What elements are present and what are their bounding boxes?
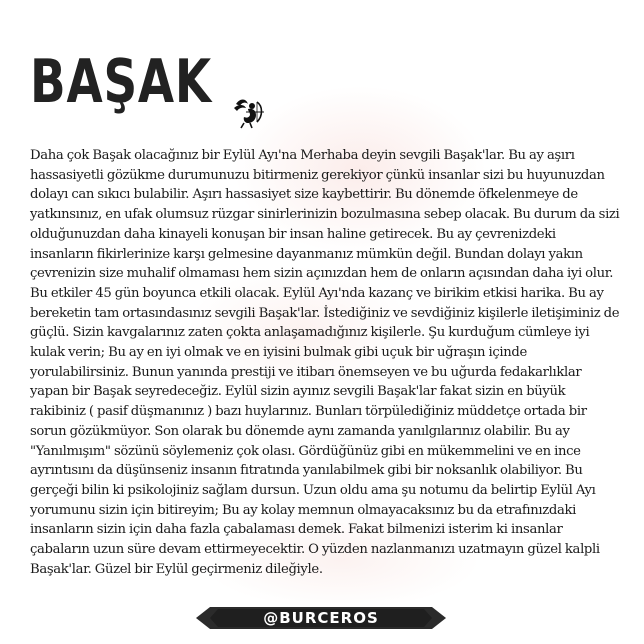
horoscope-text: Daha çok Başak olacağınız bir Eylül Ayı'na Merhaba deyin sevgili Başak'lar. Bu ay aşırı hassasiyetli gözükme durumunuzu bitirmeniz gerekiyor çünkü insanlar sizi bu huyunuzdan dolayı can sıkıcı bulabilir. Aşırı hassasiyet size kaybettirir. Bu dönemde öfkelenmeye de yatkınsınız, en ufak olumsuz rüzgar sinirlerinizin bozulmasına sebep olacak. Bu durum da sizi olduğunuzdan daha kinayeli konuşan bir insan haline getirecek. Bu ay çevrenizdeki insanların fikirlerinize karşı gelmesine dayanmanız mümkün değil. Bundan dolayı yakın çevrenizin size muhalif olmaması hem sizin açınızdan hem de onların açısından daha iyi olur. Bu etkiler 45 gün boyunca etkili olacak. Eylül Ayı'nda kazanç ve birikim etkisi harika. Bu ay bereketin tam ortasındasınız sevgili Başak'lar. İstediğiniz ve sevdiğiniz kişilerle iletişiminiz de güçlü. Sizin kavgalarınız zaten çokta anlaşamadığınız kişilerle. Şu kurduğum cümleye iyi kulak verin; Bu ay en iyi olmak ve en iyisini bulmak gibi uçuk bir uğraşın içinde yorulabilirsiniz. Bunun yanında prestiji ve itibarı önemseyen ve bu uğurda fedakarlıklar yapan bir Başak seyredeceğiz. Eylül sizin ayınız sevgili Başak'lar fakat sizin en büyük rakibiniz ( pasif düşmanınız ) bazı huylarınız. Bunları törpülediğiniz müddetçe ortada bir sorun gözükmüyor. Son olarak bu dönemde aynı zamanda yanılgılarınız olabilir. Bu ay "Yanılmışım" sözünü söylemeniz çok olası. Gördüğünüz gibi en mükemmelini ve en ince ayrıntısını da düşünseniz insanın fıtratında yanılabilmek gibi bir noksanlık olabiliyor. Bu gerçeği bilin ki psikolojiniz sağlam dursun. Uzun oldu ama şu notumu da belirtip Eylül Ayı yorumunu sizin için bitireyim; Bu ay kolay memnun olmayacaksınız bu da etrafınızdaki insanların sizin için daha fazla çabalaması demek. Fakat bilmenizi isterim ki insanlar çabaların uzun süre devam ettirmeyecektir. O yüzden nazlanmanızı uzatmayın güzel kalpli Başak'lar. Güzel bir Eylül geçirmeniz dileğiyle. <box>30 148 620 577</box>
social-handle: @BURCEROS <box>263 609 379 627</box>
sign-title: BAŞAK <box>30 47 212 117</box>
social-handle-banner <box>196 604 446 632</box>
cupid-virgo-icon <box>230 96 266 130</box>
sign-header <box>30 47 263 117</box>
